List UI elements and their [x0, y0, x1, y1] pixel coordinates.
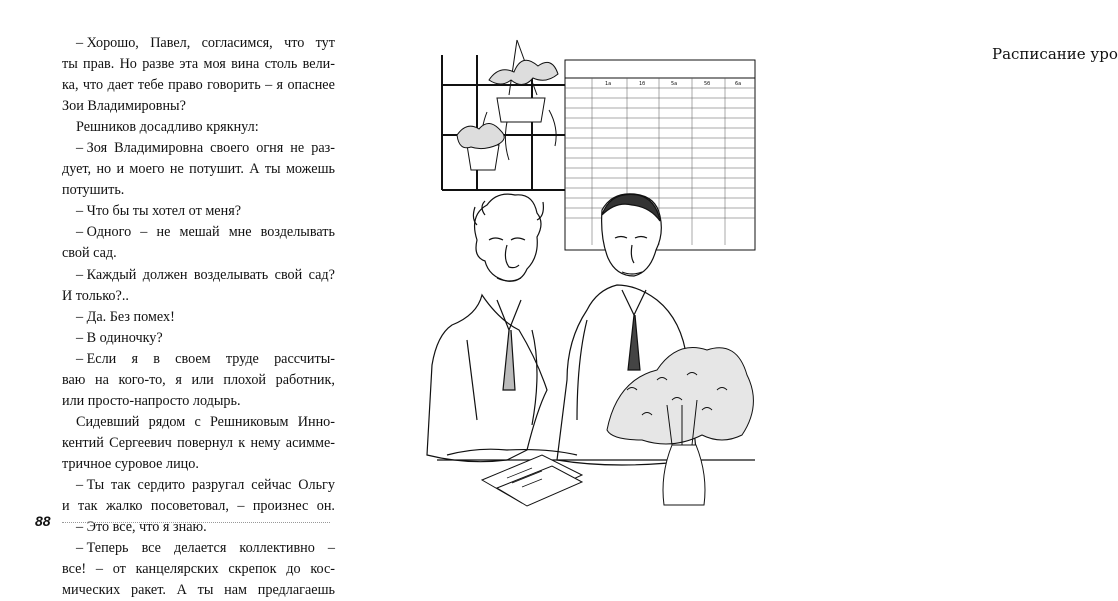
- text-word: что: [82, 77, 104, 94]
- text-word: нам: [224, 582, 248, 599]
- text-word: своем: [175, 350, 211, 367]
- text-word: согласимся,: [201, 35, 273, 51]
- text-word: мических: [62, 582, 121, 599]
- text-line: [62, 54, 335, 75]
- text-word: тричное суровое лицо.: [62, 455, 199, 472]
- body-text: [62, 33, 335, 601]
- text-word: плохой: [223, 371, 267, 388]
- text-word: свой: [274, 266, 303, 283]
- text-word: Инно-: [297, 413, 335, 430]
- text-word: –: [237, 498, 245, 515]
- text-word: канцелярских: [135, 561, 219, 578]
- text-word: к: [238, 434, 246, 451]
- text-word: Ольгу: [298, 476, 335, 493]
- text-word: – Если: [76, 350, 117, 367]
- text-word: право: [168, 77, 203, 94]
- figure-old-man: [427, 194, 547, 462]
- text-word: опаснее: [287, 77, 335, 94]
- text-line: [62, 96, 335, 117]
- text-line: [62, 370, 335, 391]
- text-word: –: [95, 561, 103, 578]
- text-word: столь: [264, 56, 298, 73]
- text-word: Сидевший: [76, 413, 140, 430]
- text-word: свой сад.: [62, 245, 117, 262]
- text-word: до: [286, 561, 301, 578]
- text-word: работник,: [275, 371, 335, 388]
- text-word: я: [175, 371, 182, 388]
- schedule-column-label: 6а: [735, 81, 742, 87]
- text-line: [62, 33, 335, 54]
- page-number: 88: [35, 513, 51, 529]
- text-word: рассчиты-: [274, 350, 335, 367]
- text-word: вина: [231, 56, 260, 73]
- text-word: не: [156, 224, 171, 241]
- text-word: делается: [173, 540, 227, 557]
- schedule-title: Расписание уро: [992, 45, 1118, 63]
- text-line: [62, 180, 335, 201]
- text-line: [62, 201, 335, 222]
- footer-rule: [62, 522, 330, 523]
- text-line: [62, 243, 335, 264]
- text-word: все: [141, 540, 161, 557]
- text-line: [62, 433, 335, 454]
- text-word: жалко: [105, 498, 143, 515]
- text-word: возделывать: [193, 266, 269, 283]
- schedule-column-label: 5а: [671, 81, 678, 87]
- text-word: – Да. Без помех!: [76, 308, 175, 325]
- text-word: я: [131, 350, 139, 367]
- text-line: [62, 412, 335, 433]
- text-word: своего: [210, 140, 250, 157]
- schedule-column-label: 1а: [605, 81, 612, 87]
- text-word: не: [290, 140, 305, 157]
- text-word: можешь: [285, 161, 335, 178]
- text-word: произнес: [252, 498, 309, 515]
- text-word: кос-: [310, 561, 335, 578]
- text-line: [62, 391, 335, 412]
- text-word: говорить: [207, 77, 261, 94]
- text-word: А: [249, 161, 260, 178]
- text-word: но: [96, 161, 112, 178]
- text-word: – Хорошо,: [76, 35, 139, 51]
- text-word: сейчас: [251, 476, 292, 493]
- text-word: – Зоя: [76, 140, 108, 157]
- text-word: скрепок: [228, 561, 277, 578]
- text-word: эта: [179, 56, 199, 73]
- text-word: и: [116, 161, 125, 178]
- text-line: [62, 517, 335, 538]
- text-line: [62, 117, 335, 138]
- text-word: – Одного: [76, 224, 132, 241]
- text-word: и: [62, 498, 70, 515]
- text-line: [62, 496, 335, 517]
- text-line: [62, 328, 335, 349]
- text-line: [62, 454, 335, 475]
- text-word: с: [194, 413, 201, 430]
- text-word: Но: [119, 56, 137, 73]
- text-word: посоветовал,: [150, 498, 229, 515]
- text-word: ваю: [62, 371, 86, 388]
- text-word: Зои Владимировны?: [62, 98, 186, 115]
- text-line: [62, 265, 335, 286]
- text-word: труде: [225, 350, 259, 367]
- papers: [482, 455, 582, 506]
- text-word: ракет.: [130, 582, 166, 599]
- text-word: сад?: [308, 266, 335, 283]
- text-word: повернул: [177, 434, 233, 451]
- text-line: [62, 349, 335, 370]
- text-word: от: [112, 561, 126, 578]
- text-word: разве: [142, 56, 175, 73]
- text-word: – В одиночку?: [76, 329, 163, 346]
- text-word: прав.: [83, 56, 115, 73]
- text-word: ка,: [62, 77, 79, 94]
- schedule-column-label: 5б: [704, 81, 711, 87]
- right-page: [385, 0, 1118, 577]
- text-word: дует,: [62, 161, 92, 178]
- text-line: [62, 159, 335, 180]
- text-word: мне: [228, 224, 252, 241]
- text-word: ты: [62, 56, 78, 73]
- text-word: дает: [107, 77, 134, 94]
- text-word: вели-: [302, 56, 335, 73]
- text-word: ты: [197, 582, 214, 599]
- text-line: [62, 138, 335, 159]
- text-line: [62, 475, 335, 496]
- text-word: так: [77, 498, 98, 515]
- text-word: разругал: [192, 476, 245, 493]
- text-word: моего: [129, 161, 165, 178]
- left-page: [0, 0, 385, 599]
- text-word: предлагаешь: [257, 582, 335, 599]
- text-word: ты: [264, 161, 281, 178]
- text-word: я: [276, 77, 284, 94]
- hanging-plants: [457, 40, 558, 170]
- text-word: И только?..: [62, 287, 129, 304]
- text-word: – Ты: [76, 476, 105, 493]
- text-word: – Что бы ты хотел от меня?: [76, 203, 242, 220]
- text-word: –: [265, 77, 273, 94]
- text-line: [62, 307, 335, 328]
- text-line: [62, 580, 335, 601]
- text-word: сердито: [137, 476, 186, 493]
- text-word: Павел,: [150, 35, 191, 51]
- text-word: не: [169, 161, 184, 178]
- text-word: рядом: [148, 413, 186, 430]
- text-line: [62, 559, 335, 580]
- text-word: моя: [203, 56, 226, 73]
- text-word: все!: [62, 561, 87, 578]
- text-line: [62, 286, 335, 307]
- text-word: мешай: [179, 224, 220, 241]
- text-word: Владимировна: [114, 140, 204, 157]
- text-word: так: [111, 476, 131, 493]
- text-line: [62, 75, 335, 96]
- text-word: –: [327, 540, 335, 557]
- text-word: – Теперь: [76, 540, 129, 557]
- text-word: Сергеевич: [109, 434, 172, 451]
- text-word: потушит.: [189, 161, 244, 178]
- text-word: кого-то,: [118, 371, 166, 388]
- text-word: коллективно: [239, 540, 315, 557]
- text-word: он.: [316, 498, 335, 515]
- text-word: или: [191, 371, 214, 388]
- text-word: раз-: [311, 140, 335, 157]
- text-word: кентий: [62, 434, 104, 451]
- text-word: в: [153, 350, 160, 367]
- text-line: [62, 538, 335, 559]
- text-word: А: [176, 582, 187, 599]
- text-word: потушить.: [62, 182, 125, 199]
- text-word: Решников досадливо крякнул:: [76, 119, 259, 136]
- text-word: огня: [256, 140, 284, 157]
- text-word: тут: [315, 35, 335, 51]
- text-word: – Каждый: [76, 266, 137, 283]
- text-word: – Это все, что я знаю.: [76, 519, 207, 536]
- text-word: что: [284, 35, 305, 51]
- schedule-column-label: 1б: [639, 81, 646, 87]
- text-word: на: [95, 371, 109, 388]
- text-line: [62, 222, 335, 243]
- text-word: возделывать: [260, 224, 335, 241]
- text-word: должен: [142, 266, 188, 283]
- text-word: нему: [250, 434, 281, 451]
- text-word: тебе: [137, 77, 164, 94]
- text-word: или просто-напросто лодырь.: [62, 392, 241, 409]
- text-word: –: [140, 224, 148, 241]
- text-word: Решниковым: [209, 413, 289, 430]
- illustration-teachers: [437, 40, 755, 520]
- text-word: асимме-: [285, 434, 335, 451]
